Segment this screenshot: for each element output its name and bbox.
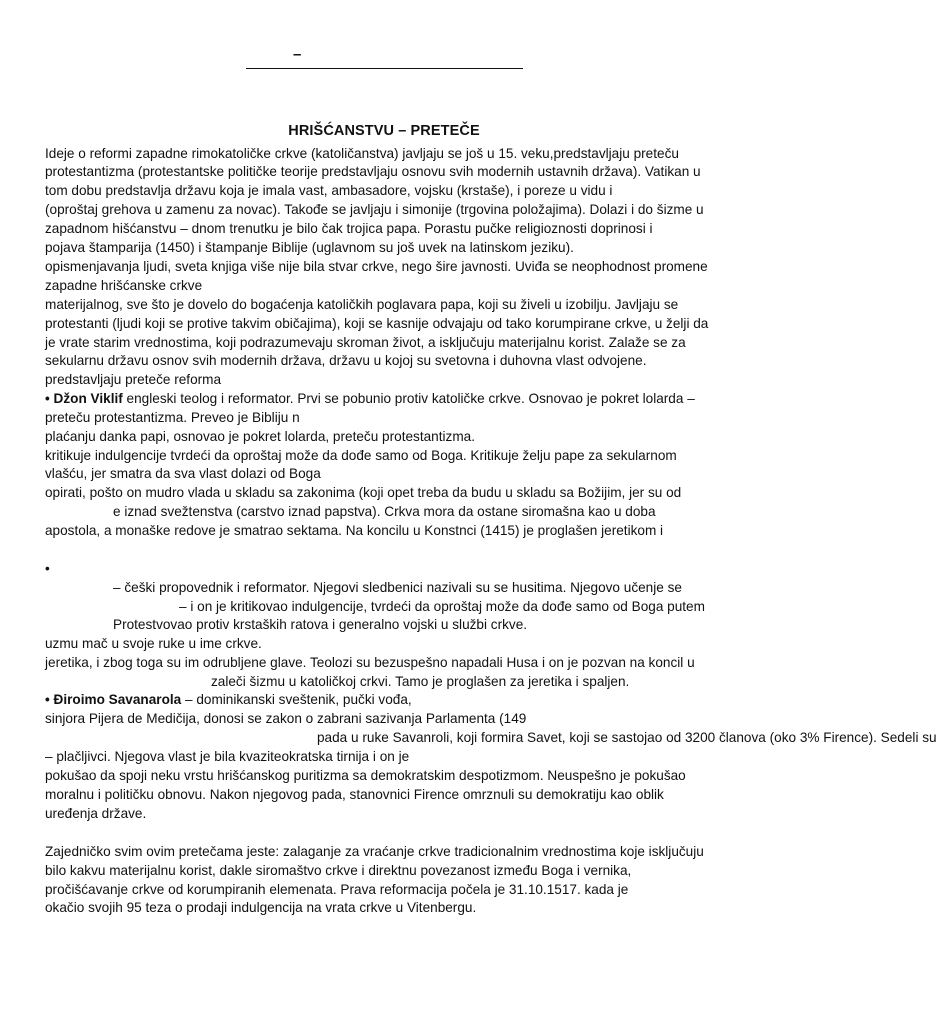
line-text: opismenjavanja ljudi, sveta knjiga više nije bila stvar crkve, nego šire javnosti. Uviđa se neophodnost promene bbox=[45, 259, 708, 274]
line-text: • bbox=[45, 561, 50, 576]
text-line bbox=[45, 560, 50, 578]
line-text: sinjora Pijera de Medičija, donosi se zakon o zabrani sazivanja Parlamenta (149 bbox=[45, 711, 527, 726]
text-line bbox=[45, 334, 686, 352]
line-text: pada u ruke Savanroli, koji formira Savet, koji se sastojao od 3200 članova (oko 3% Firence). Sedeli su bbox=[317, 730, 937, 745]
text-line bbox=[45, 710, 526, 728]
text-line bbox=[45, 484, 681, 502]
line-text: je vrate starim vrednostima, koji podrazumevaju skroman život, a isključuju materijalnu korist. Zalaže se za bbox=[45, 335, 686, 350]
bold-name: • Džon Viklif bbox=[45, 391, 123, 406]
line-text: – plačljivci. Njegova vlast je bila kvaziteokratska tirnija i on je bbox=[45, 749, 410, 764]
line-text: – dominikanski sveštenik, pučki vođa, bbox=[181, 692, 412, 707]
line-text: uzmu mač u svoje ruke u ime crkve. bbox=[45, 636, 262, 651]
text-line bbox=[45, 881, 628, 899]
line-text: bilo kakvu materijalnu korist, dakle siromaštvo crkve i direktnu povezanost između Boga i vernika, bbox=[45, 863, 632, 878]
line-text: – češki propovednik i reformator. Njegovi sledbenici nazivali su se husitima. Njegovo učenje se bbox=[113, 580, 682, 595]
text-line bbox=[45, 805, 146, 823]
text-line bbox=[179, 598, 705, 616]
text-line bbox=[45, 315, 708, 333]
line-text: pročišćavanje crkve od korumpiranih elemenata. Prava reformacija počela je 31.10.1517. kada je bbox=[45, 882, 629, 897]
bold-name: • Điroimo Savanarola bbox=[45, 692, 182, 707]
line-text: kritikuje indulgencije tvrdeći da oproštaj može da dođe samo od Boga. Kritikuje želju pape za sekularnom bbox=[45, 448, 677, 463]
text-line bbox=[45, 163, 701, 181]
text-line bbox=[45, 258, 708, 276]
line-text: apostola, a monaške redove je smatrao sektama. Na koncilu u Konstnci (1415) je proglašen jeretikom i bbox=[45, 523, 664, 538]
line-text: plaćanju danka papi, osnovao je pokret lolarda, preteču protestantizma. bbox=[45, 429, 475, 444]
line-text: uređenja države. bbox=[45, 806, 147, 821]
text-line bbox=[113, 579, 682, 597]
text-line bbox=[45, 465, 321, 483]
text-line bbox=[45, 352, 646, 370]
text-line bbox=[45, 635, 262, 653]
line-text: Protestvovao protiv krstaških ratova i generalno vojski u službi crkve. bbox=[113, 617, 528, 632]
text-line bbox=[45, 447, 677, 465]
text-line bbox=[113, 616, 527, 634]
line-text: moralnu i političku obnovu. Nakon njegovog pada, stanovnici Firence omrznuli su demokratiju kao oblik bbox=[45, 787, 664, 802]
text-line bbox=[45, 691, 412, 709]
text-line bbox=[45, 296, 678, 314]
line-text: vlašću, jer smatra da sva vlast dolazi od Boga bbox=[45, 466, 321, 481]
text-line bbox=[45, 182, 612, 200]
text-line bbox=[45, 522, 663, 540]
text-line bbox=[45, 899, 476, 917]
text-line bbox=[45, 201, 704, 219]
page-title: HRIŠĆANSTVU – PRETEČE bbox=[288, 123, 480, 139]
line-text: zapadne hrišćanske crkve bbox=[45, 278, 203, 293]
text-line bbox=[45, 390, 695, 408]
line-text: okačio svojih 95 teza o prodaji indulgencija na vrata crkve u Vitenbergu. bbox=[45, 900, 477, 915]
line-text: zaleči šizmu u katoličkoj crkvi. Tamo je proglašen za jeretika i spaljen. bbox=[211, 674, 630, 689]
text-line bbox=[45, 428, 475, 446]
header-rule bbox=[246, 68, 523, 69]
line-text: e iznad svežtenstva (carstvo iznad papstva). Crkva mora da ostane siromašna kao u doba bbox=[113, 504, 656, 519]
header-dash: – bbox=[293, 46, 302, 63]
line-text: jeretika, i zbog toga su im odrubljene glave. Teolozi su bezuspešno napadali Husa i on je pozvan na koncil u bbox=[45, 655, 695, 670]
line-text: protestantizma (protestantske političke teorije predstavljaju osnovu svih modernih ustavnih država). Vatikan u bbox=[45, 164, 701, 179]
text-line bbox=[45, 145, 679, 163]
text-line bbox=[45, 371, 221, 389]
text-line bbox=[113, 503, 656, 521]
line-text: Ideje o reformi zapadne rimokatoličke crkve (katoličanstva) javljaju se još u 15. veku,predstavljaju preteču bbox=[45, 146, 679, 161]
text-line bbox=[317, 729, 937, 747]
text-line bbox=[211, 673, 629, 691]
line-text: protestanti (ljudi koji se protive takvim običajima), koji se kasnije odvajaju od tako korumpirane crkve, u želji da bbox=[45, 316, 709, 331]
text-line bbox=[45, 409, 300, 427]
text-line bbox=[45, 239, 574, 257]
line-text: – i on je kritikovao indulgencije, tvrdeći da oproštaj može da dođe samo od Boga putem bbox=[179, 599, 705, 614]
line-text: sekularnu državu osnov svih modernih država, državu u kojoj su svetovna i duhovna vlast odvojene. bbox=[45, 353, 647, 368]
text-line bbox=[45, 220, 653, 238]
line-text: pojava štamparija (1450) i štampanje Biblije (uglavnom su još uvek na latinskom jeziku). bbox=[45, 240, 574, 255]
text-line bbox=[45, 786, 664, 804]
text-line bbox=[45, 748, 409, 766]
line-text: pokušao da spoji neku vrstu hrišćanskog puritizma sa demokratskim despotizmom. Neuspešno je pokušao bbox=[45, 768, 686, 783]
line-text: predstavljaju preteče reforma bbox=[45, 372, 222, 387]
line-text: (oproštaj grehova u zamenu za novac). Takođe se javljaju i simonije (trgovina položajima). Dolazi i do šizme u bbox=[45, 202, 704, 217]
text-line bbox=[45, 843, 704, 861]
line-text: preteču protestantizma. Preveo je Bibliju n bbox=[45, 410, 300, 425]
text-line bbox=[45, 277, 202, 295]
line-text: tom dobu predstavlja državu koja je imala vast, ambasadore, vojsku (krstaše), i poreze u vidu i bbox=[45, 183, 613, 198]
text-line bbox=[45, 862, 631, 880]
line-text: materijalnog, sve što je dovelo do bogaćenja katoličkih poglavara papa, koji su živeli u izobilju. Javljaju se bbox=[45, 297, 679, 312]
text-line bbox=[45, 654, 695, 672]
line-text: zapadnom hišćanstvu – dnom trenutku je bilo čak trojica papa. Porastu pučke religioznosti doprinosi i bbox=[45, 221, 653, 236]
line-text: opirati, pošto on mudro vlada u skladu sa zakonima (koji opet treba da budu u skladu sa Božijim, jer su od bbox=[45, 485, 682, 500]
line-text: engleski teolog i reformator. Prvi se pobunio protiv katoličke crkve. Osnovao je pokret lolarda – bbox=[122, 391, 695, 406]
text-line bbox=[45, 767, 686, 785]
line-text: Zajedničko svim ovim pretečama jeste: zalaganje za vraćanje crkve tradicionalnim vrednostima koje isključuju bbox=[45, 844, 704, 859]
